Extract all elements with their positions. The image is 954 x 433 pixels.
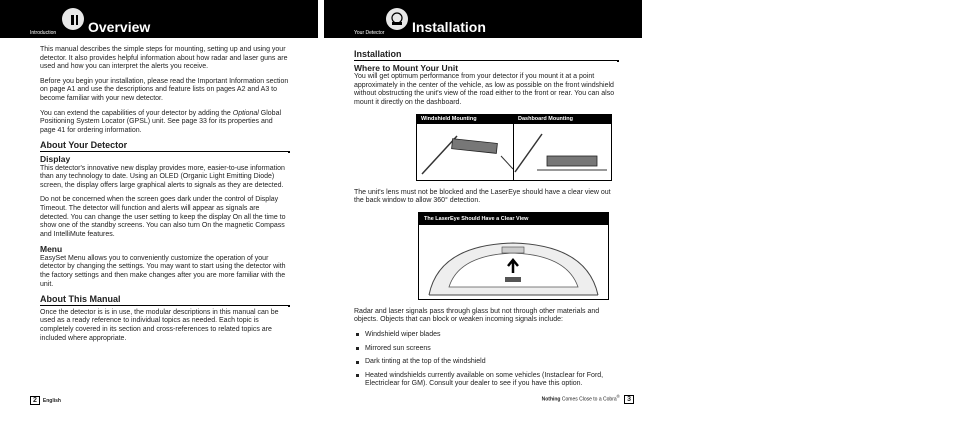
about-detector-heading: About Your Detector <box>40 141 290 152</box>
right-column <box>354 46 619 394</box>
car-interior-illustration <box>419 225 608 299</box>
list-item: Dark tinting at the top of the windshield <box>354 358 619 367</box>
right-page <box>324 0 642 433</box>
list-item: Windshield wiper blades <box>354 331 619 340</box>
mounting-illustration <box>417 124 611 179</box>
page-number: 2 <box>30 396 40 405</box>
left-page <box>0 0 318 433</box>
where-to-mount-heading: Where to Mount Your Unit <box>354 62 459 73</box>
mounting-figure <box>416 114 612 181</box>
mount-paragraph: You will get optimum performance from your detector if you mount it at a point approximately in the center of the vehicle, as low as possible on the front windshield without obstructing the unit's view of the road either to the front or rear. You can also mount it directly on the dashboard. <box>354 73 615 106</box>
left-footer <box>30 396 61 405</box>
lasereye-figure <box>418 212 609 300</box>
lasereye-figure-label: The LaserEye Should Have a Clear View <box>419 213 608 225</box>
list-item: Mirrored sun screens <box>354 345 619 354</box>
page-title: Installation <box>412 19 486 35</box>
signals-paragraph: Radar and laser signals pass through glass but not through other materials and objects. Objects that can block or weaken incoming signals include: <box>354 307 600 324</box>
menu-heading: Menu <box>40 244 63 255</box>
overview-banner <box>0 0 318 38</box>
page-title: Overview <box>88 19 151 35</box>
display-heading: Display <box>40 153 71 164</box>
windshield-mounting-label: Windshield Mounting <box>421 115 477 122</box>
menu-paragraph: EasySet Menu allows you to conveniently customize the operation of your detector by changing the settings. You may want to start using the detector with the factory settings and then make changes after you are more familiar with the unit. <box>40 254 286 288</box>
obstruction-list <box>354 331 619 389</box>
lens-paragraph: The unit's lens must not be blocked and the LaserEye should have a clear view out the back window to allow 360° detection. <box>354 188 611 205</box>
installation-heading: Installation <box>354 50 619 61</box>
intro-paragraph: This manual describes the simple steps for mounting, setting up and using your detector. It also provides helpful information about how radar and laser guns are used and how you can interpret the alerts you receive. <box>40 46 288 71</box>
display-paragraph: Do not be concerned when the screen goes dark under the control of Display Timeout. The detector will function and alerts will appear as signals are detected. You can change the user setting to keep the display On all the time to show one of the standby screens. You can also turn On the magnetic Compass and IntelliMute features. <box>40 196 286 238</box>
page-number: 3 <box>624 395 634 404</box>
right-footer: Nothing Comes Close to a Cobra® 3 <box>542 394 634 404</box>
list-item: Heated windshields currently available on some vehicles (Instaclear for Ford, Electriclear for GM). Consult your dealer to see if you have this option. <box>354 372 619 389</box>
section-tab: Your Detector <box>354 30 385 36</box>
display-paragraph: This detector's innovative new display provides more, easier-to-use information than any technology to date. Using an OLED (Organic Light Emitting Diode) screen, the display offers large graphical alerts to signals as they are detected. <box>40 164 285 189</box>
book-icon <box>62 8 84 30</box>
detector-icon <box>386 8 408 30</box>
dashboard-mounting-label: Dashboard Mounting <box>518 115 573 122</box>
about-manual-heading: About This Manual <box>40 295 290 306</box>
left-column <box>40 46 290 349</box>
intro-paragraph: Before you begin your installation, please read the Important Information section on page A1 and use the descriptions and feature lists on pages A2 and A3 to become familiar with your new detector. <box>40 77 289 102</box>
optional-paragraph: You can extend the capabilities of your detector by adding the Optional Global Positioning System Locator (GPSL) unit. See page 33 for its properties and page 41 for ordering information. <box>40 109 282 134</box>
installation-banner <box>324 0 642 38</box>
section-tab: Introduction <box>30 30 57 36</box>
about-manual-paragraph: Once the detector is is in use, the modular descriptions in this manual can be used as a ready reference to individual topics as needed. Each topic is completely covered in its section and cross-references to related topics are included where appropriate. <box>40 308 279 342</box>
footer-label: English <box>42 398 61 404</box>
